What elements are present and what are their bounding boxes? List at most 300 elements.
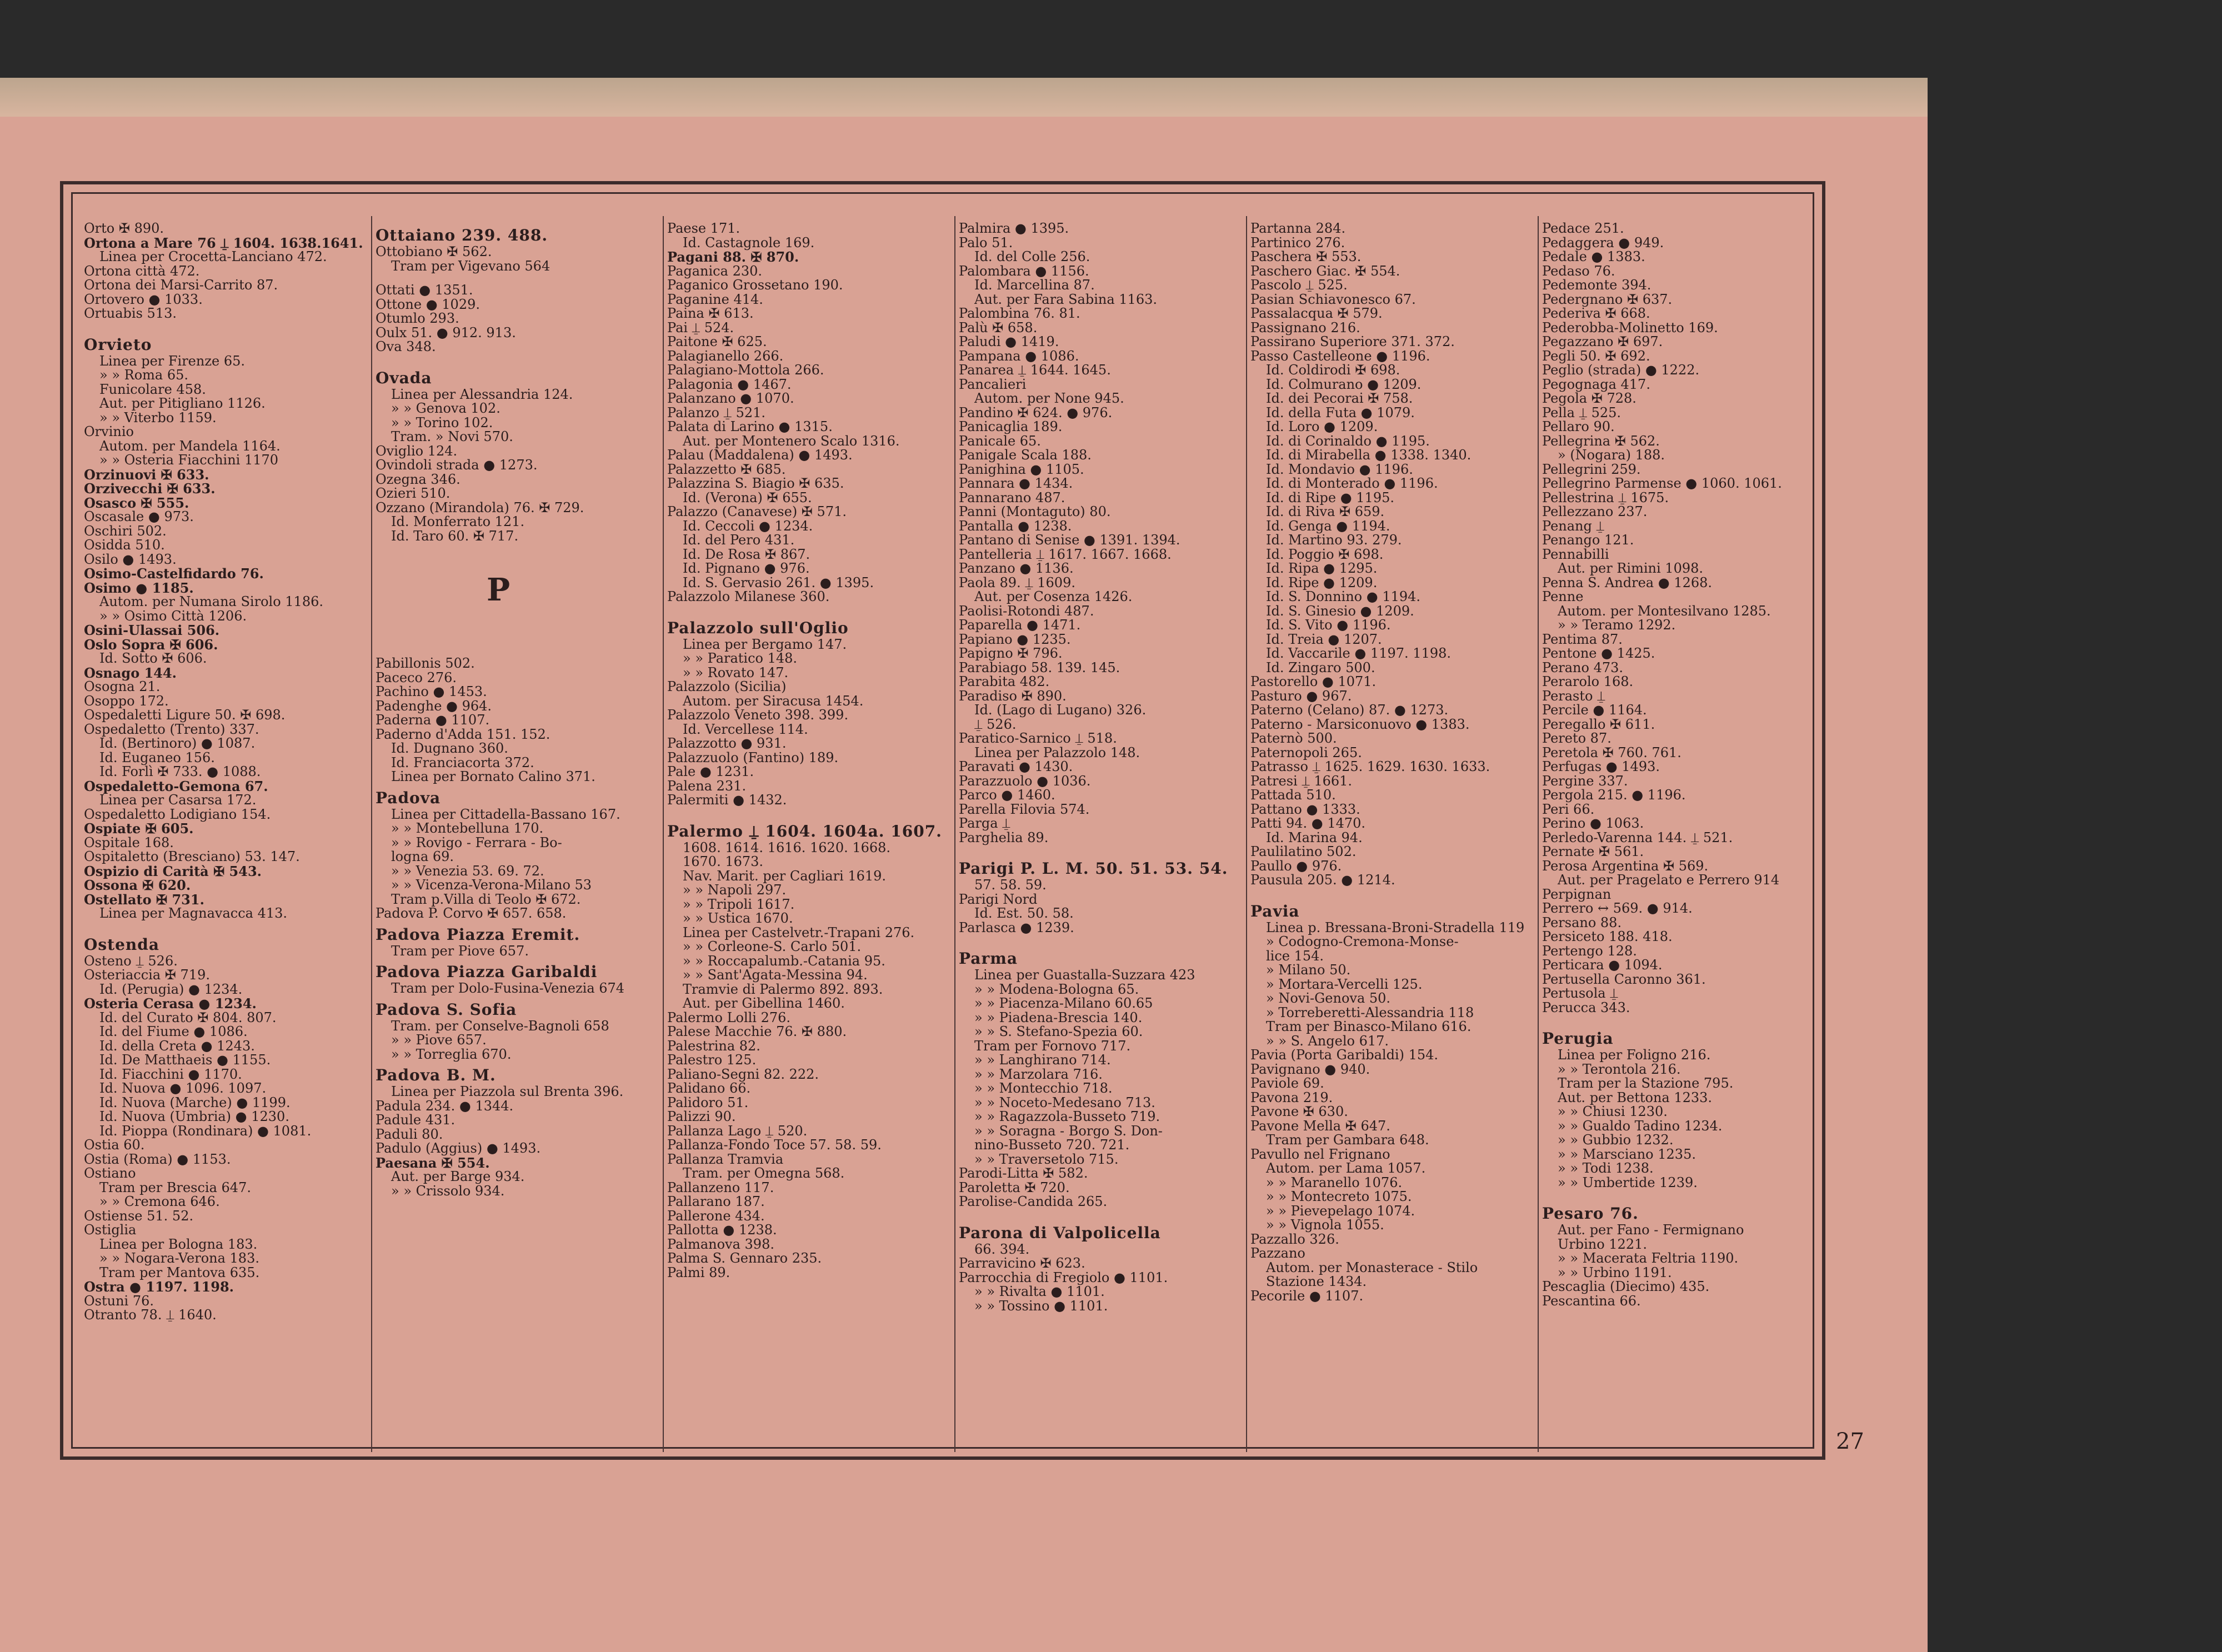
index-column-2 <box>376 222 656 1449</box>
index-entry: Ostiense 51. 52. <box>84 1208 194 1224</box>
index-entry: Linea per Bologna 183. <box>99 1236 258 1252</box>
index-entry: Id. De Matthaeis ● 1155. <box>99 1052 271 1068</box>
column-divider <box>663 216 664 1452</box>
index-entry: Linea per Magnavacca 413. <box>99 905 288 921</box>
index-entry: ⍊ 526. <box>974 716 1017 732</box>
index-entry: » » Gualdo Tadino 1234. <box>1558 1118 1723 1134</box>
index-heading: Palermo ⍊ 1604. 1604a. 1607. <box>667 822 942 840</box>
index-entry: Pellezzano 237. <box>1542 504 1648 519</box>
index-entry: Linea p. Bressana-Broni-Stradella 119 <box>1266 919 1525 935</box>
index-entry: Perfugas ● 1493. <box>1542 759 1660 774</box>
index-entry: Pentima 87. <box>1542 631 1623 647</box>
index-entry: Padulo (Aggius) ● 1493. <box>376 1140 541 1156</box>
index-entry: Nav. Marit. per Cagliari 1619. <box>683 868 887 884</box>
index-entry: Pergola 215. ● 1196. <box>1542 787 1686 803</box>
index-entry: Ostuni 76. <box>84 1293 154 1309</box>
index-entry: Paderno d'Adda 151. 152. <box>376 726 551 742</box>
index-entry: » » Piacenza-Milano 60.65 <box>974 995 1153 1011</box>
index-entry: Osimo-Castelfidardo 76. <box>84 565 264 582</box>
index-entry: Papigno ✠ 796. <box>959 645 1063 661</box>
index-entry: Pallanza Tramvia <box>667 1151 784 1167</box>
index-entry: Palizzi 90. <box>667 1109 736 1124</box>
index-entry: 57. 58. 59. <box>974 877 1047 893</box>
index-entry: Parco ● 1460. <box>959 787 1055 803</box>
index-entry: Perarolo 168. <box>1542 674 1634 689</box>
index-entry: Passignano 216. <box>1250 319 1360 336</box>
index-entry: Ospiate ✠ 605. <box>84 820 194 837</box>
index-entry: Padula 234. ● 1344. <box>376 1098 514 1114</box>
index-entry: Peglio (strada) ● 1222. <box>1542 362 1700 378</box>
index-entry: » » Terontola 216. <box>1558 1061 1681 1077</box>
index-entry: Paitone ✠ 625. <box>667 334 767 349</box>
index-entry: Tram p.Villa di Teolo ✠ 672. <box>391 891 581 907</box>
index-heading: Perugia <box>1542 1029 1614 1048</box>
index-entry: Paganica 230. <box>667 263 762 279</box>
index-entry: Pellegrino Parmense ● 1060. 1061. <box>1542 475 1782 491</box>
index-entry: Pegli 50. ✠ 692. <box>1542 348 1650 364</box>
index-entry: Pavona 219. <box>1250 1089 1333 1105</box>
index-entry: Id. (Bertinoro) ● 1087. <box>99 735 256 751</box>
index-entry: Parodi-Litta ✠ 582. <box>959 1165 1088 1181</box>
index-entry: Ospitaletto (Bresciano) 53. 147. <box>84 849 300 864</box>
index-entry: Osnago 144. <box>84 664 177 681</box>
index-entry: Paschero Giac. ✠ 554. <box>1250 263 1400 279</box>
index-heading: Parona di Valpolicella <box>959 1223 1161 1242</box>
index-entry: » » Sant'Agata-Messina 94. <box>683 967 868 983</box>
index-entry: Tram per Vigevano 564 <box>391 258 551 274</box>
index-entry: Aut. per Gibellina 1460. <box>683 995 845 1011</box>
index-entry: » » Teramo 1292. <box>1558 617 1676 633</box>
index-entry: Patresi ⍊ 1661. <box>1250 773 1353 789</box>
spacer <box>959 1209 1239 1219</box>
index-heading: Palazzolo sull'Oglio <box>667 618 849 637</box>
index-entry: Palanzo ⍊ 521. <box>667 404 766 420</box>
index-entry: Aut. per Cosenza 1426. <box>974 589 1133 604</box>
index-entry: Id. del Pero 431. <box>683 532 795 548</box>
index-entry: Id. Ripa ● 1295. <box>1266 560 1378 576</box>
index-entry: Pegognaga 417. <box>1542 376 1650 392</box>
index-entry: Aut. per Pragelato e Perrero 914 <box>1558 872 1780 888</box>
index-entry: Ozzano (Mirandola) 76. ✠ 729. <box>376 499 584 515</box>
index-entry: Parabita 482. <box>959 674 1050 689</box>
spacer <box>376 617 656 627</box>
index-entry: Padule 431. <box>376 1112 456 1128</box>
index-entry: Linea per Casarsa 172. <box>99 792 257 808</box>
index-entry: Peretola ✠ 760. 761. <box>1542 744 1681 760</box>
index-entry: Id. Vercellese 114. <box>683 721 808 737</box>
index-entry: Perucca 343. <box>1542 999 1630 1015</box>
index-entry: Paschera ✠ 553. <box>1250 249 1362 264</box>
index-entry: Linea per Crocetta-Lanciano 472. <box>99 249 327 264</box>
index-column-1 <box>84 222 364 1449</box>
index-entry: Patti 94. ● 1470. <box>1250 815 1366 831</box>
index-entry: » Novi-Genova 50. <box>1266 990 1391 1006</box>
index-entry: Palazzolo (Sicilia) <box>667 679 787 694</box>
index-entry: Pernate ✠ 561. <box>1542 844 1644 859</box>
index-entry: Autom. per Mandela 1164. <box>99 438 281 454</box>
index-entry: Patrasso ⍊ 1625. 1629. 1630. 1633. <box>1250 759 1490 774</box>
index-entry: » » Vignola 1055. <box>1266 1217 1384 1233</box>
index-entry: Linea per Palazzolo 148. <box>974 744 1140 760</box>
index-entry: Osogna 21. <box>84 679 161 694</box>
index-entry: Aut. per Pitigliano 1126. <box>99 396 266 411</box>
index-column-4 <box>959 222 1239 1449</box>
index-entry: Osimo ● 1185. <box>84 579 194 596</box>
column-divider <box>1538 216 1539 1452</box>
index-entry: » » Rovigo - Ferrara - Bo- <box>391 834 562 850</box>
index-entry: Parolise-Candida 265. <box>959 1194 1108 1209</box>
index-entry: Ottone ● 1029. <box>376 296 480 312</box>
index-entry: » » Modena-Bologna 65. <box>974 981 1139 997</box>
index-entry: Tram per Binasco-Milano 616. <box>1266 1019 1472 1034</box>
index-entry: Pallanza Lago ⍊ 520. <box>667 1123 808 1139</box>
index-entry: Oslo Sopra ✠ 606. <box>84 636 218 653</box>
index-entry: Palermo Lolli 276. <box>667 1009 791 1025</box>
index-entry: Palazzetto ✠ 685. <box>667 461 786 477</box>
index-entry: Id. Taro 60. ✠ 717. <box>391 528 519 544</box>
index-entry: Palmi 89. <box>667 1264 730 1280</box>
index-entry: Perticara ● 1094. <box>1542 957 1663 973</box>
spacer <box>1542 1015 1823 1025</box>
index-entry: Paterno - Marsiconuovo ● 1383. <box>1250 716 1470 732</box>
index-entry: Ozegna 346. <box>376 471 461 487</box>
index-entry: Paese 171. <box>667 222 740 236</box>
index-entry: Palanzano ● 1070. <box>667 391 794 406</box>
index-entry: Paravati ● 1430. <box>959 759 1073 774</box>
index-entry: Palazzina S. Biagio ✠ 635. <box>667 475 844 491</box>
index-entry: Pedemonte 394. <box>1542 277 1652 293</box>
index-entry: » » Napoli 297. <box>683 882 787 898</box>
index-entry: Id. Marcellina 87. <box>974 277 1095 293</box>
spacer <box>667 604 948 614</box>
index-entry: Paparella ● 1471. <box>959 617 1081 633</box>
index-entry: Autom. per Montesilvano 1285. <box>1558 603 1771 619</box>
column-divider <box>371 216 372 1452</box>
index-entry: Perosa Argentina ✠ 569. <box>1542 858 1709 874</box>
index-entry: Pampana ● 1086. <box>959 348 1079 364</box>
index-entry: Ostellato ✠ 731. <box>84 891 204 908</box>
index-entry: Ostia (Roma) ● 1153. <box>84 1151 231 1167</box>
index-entry: Id. della Creta ● 1243. <box>99 1038 255 1054</box>
index-entry: » Codogno-Cremona-Monse- <box>1266 934 1459 949</box>
index-entry: » Torreberetti-Alessandria 118 <box>1266 1004 1474 1020</box>
index-entry: Padova P. Corvo ✠ 657. 658. <box>376 905 567 921</box>
index-column-3 <box>667 222 948 1449</box>
index-entry: Tram per la Stazione 795. <box>1558 1075 1734 1091</box>
index-entry: Id. Euganeo 156. <box>99 749 215 765</box>
index-entry: Pazzano <box>1250 1245 1305 1261</box>
index-entry: Id. del Colle 256. <box>974 249 1090 264</box>
index-entry: Pellaro 90. <box>1542 419 1615 434</box>
index-heading: Pesaro 76. <box>1542 1204 1639 1223</box>
index-entry: Panzano ● 1136. <box>959 560 1074 576</box>
index-entry: Pachino ● 1453. <box>376 684 487 699</box>
index-entry: » » Marzolara 716. <box>974 1066 1103 1082</box>
index-entry: Tram per Brescia 647. <box>99 1179 251 1195</box>
index-entry: Penna S. Andrea ● 1268. <box>1542 574 1713 590</box>
index-entry: Id. di Mirabella ● 1338. 1340. <box>1266 447 1472 463</box>
index-entry: Persiceto 188. 418. <box>1542 929 1673 944</box>
index-entry: Id. Martino 93. 279. <box>1266 532 1402 548</box>
index-entry: Paludi ● 1419. <box>959 334 1059 349</box>
index-entry: Perrero ↔ 569. ● 914. <box>1542 900 1693 916</box>
index-entry: Palagianello 266. <box>667 348 784 364</box>
index-entry: Pedale ● 1383. <box>1542 249 1645 264</box>
index-entry: Pecorile ● 1107. <box>1250 1288 1364 1304</box>
index-entry: Pattada 510. <box>1250 787 1336 803</box>
index-entry: » » Pievepelago 1074. <box>1266 1203 1415 1219</box>
index-entry: Parga ⍊ <box>959 815 1010 831</box>
index-entry: Funicolare 458. <box>99 381 206 397</box>
index-entry: Partanna 284. <box>1250 222 1346 236</box>
spacer <box>959 845 1239 855</box>
index-entry: Ortuabis 513. <box>84 306 177 321</box>
index-entry: Id. dei Pecorai ✠ 758. <box>1266 391 1413 406</box>
spacer <box>959 935 1239 945</box>
index-entry: » » Montebelluna 170. <box>391 820 544 836</box>
index-entry: Pallarano 187. <box>667 1194 765 1209</box>
index-entry: Pai ⍊ 524. <box>667 319 734 336</box>
index-entry: Pescantina 66. <box>1542 1293 1641 1309</box>
index-entry: Ostiglia <box>84 1222 137 1238</box>
index-entry: Pallanzeno 117. <box>667 1179 774 1195</box>
index-entry: » » Langhirano 714. <box>974 1052 1111 1068</box>
index-entry: Id. (Perugia) ● 1234. <box>99 981 243 997</box>
index-entry: Pertengo 128. <box>1542 943 1637 959</box>
index-entry: Id. di Ripe ● 1195. <box>1266 489 1394 505</box>
index-entry: Ospedaletti Ligure 50. ✠ 698. <box>84 707 286 723</box>
spacer <box>376 637 656 647</box>
index-entry: Paratico-Sarnico ⍊ 518. <box>959 730 1117 746</box>
index-entry: Id. S. Vito ● 1196. <box>1266 617 1391 633</box>
index-heading: Padova B. M. <box>376 1066 496 1084</box>
index-entry: Parghelia 89. <box>959 829 1049 845</box>
index-entry: Pallotta ● 1238. <box>667 1222 777 1238</box>
index-column-6 <box>1542 222 1823 1449</box>
index-entry: Pandino ✠ 624. ● 976. <box>959 404 1113 420</box>
index-entry: Paullo ● 976. <box>1250 858 1342 874</box>
index-entry: Pellegrina ✠ 562. <box>1542 433 1660 449</box>
index-entry: Id. di Riva ✠ 659. <box>1266 504 1385 519</box>
index-entry: Ospizio di Carità ✠ 543. <box>84 863 262 879</box>
index-heading: Padova Piazza Eremit. <box>376 925 580 944</box>
index-entry: » » Torino 102. <box>391 414 493 430</box>
index-entry: » » Umbertide 1239. <box>1558 1174 1698 1190</box>
index-entry: » » Cremona 646. <box>99 1194 220 1209</box>
index-entry: Orto ✠ 890. <box>84 222 164 236</box>
index-entry: Id. del Curato ✠ 804. 807. <box>99 1009 277 1025</box>
index-entry: Pantano di Senise ● 1391. 1394. <box>959 532 1180 548</box>
index-entry: Pertusola ⍊ <box>1542 985 1618 1001</box>
index-heading: Ottaiano 239. 488. <box>376 226 548 244</box>
index-entry: Id. Nuova (Umbria) ● 1230. <box>99 1109 289 1124</box>
index-entry: » » Tripoli 1617. <box>683 896 795 912</box>
index-entry: » » S. Angelo 617. <box>1266 1033 1389 1049</box>
column-divider <box>954 216 955 1452</box>
index-entry: Pedergnano ✠ 637. <box>1542 291 1673 307</box>
index-entry: Pattano ● 1333. <box>1250 801 1360 817</box>
index-entry: Ospitale 168. <box>84 834 174 850</box>
index-entry: Linea per Bergamo 147. <box>683 636 847 652</box>
index-entry: Autom. per Siracusa 1454. <box>683 693 864 709</box>
index-entry: Ozieri 510. <box>376 485 451 501</box>
index-entry: » » Vicenza-Verona-Milano 53 <box>391 877 592 893</box>
index-entry: Palazzo (Canavese) ✠ 571. <box>667 504 847 519</box>
index-entry: Penne <box>1542 589 1584 604</box>
index-entry: Pausula 205. ● 1214. <box>1250 872 1395 888</box>
index-entry: Pannarano 487. <box>959 489 1065 505</box>
index-entry: Linea per Castelvetr.-Trapani 276. <box>683 924 915 940</box>
index-entry: Pannara ● 1434. <box>959 475 1073 491</box>
index-entry: Pavone ✠ 630. <box>1250 1104 1348 1119</box>
index-entry: » » Ustica 1670. <box>683 910 793 926</box>
index-entry: » » Genova 102. <box>391 401 501 416</box>
index-entry: Pagani 88. ✠ 870. <box>667 249 799 265</box>
index-entry: Otumlo 293. <box>376 311 459 326</box>
index-heading: Ovada <box>376 368 432 387</box>
index-entry: Palma S. Gennaro 235. <box>667 1250 822 1266</box>
index-entry: Perasto ⍊ <box>1542 688 1605 704</box>
index-entry: Id. Coldirodi ✠ 698. <box>1266 362 1400 378</box>
index-entry: Pergine 337. <box>1542 773 1628 789</box>
index-entry: Id. Mondavio ● 1196. <box>1266 461 1413 477</box>
index-entry: » » Urbino 1191. <box>1558 1264 1672 1280</box>
index-entry: Pabillonis 502. <box>376 655 475 671</box>
index-entry: Pantelleria ⍊ 1617. 1667. 1668. <box>959 546 1172 562</box>
index-entry: Palazzolo Veneto 398. 399. <box>667 707 849 723</box>
index-entry: Panicale 65. <box>959 433 1041 449</box>
index-entry: Id. Ripe ● 1209. <box>1266 574 1378 590</box>
index-entry: Pederiva ✠ 668. <box>1542 306 1650 321</box>
index-entry: Paesana ✠ 554. <box>376 1154 490 1171</box>
index-entry: Pegola ✠ 728. <box>1542 391 1637 406</box>
index-entry: Partinico 276. <box>1250 234 1345 251</box>
index-heading: Padova Piazza Garibaldi <box>376 963 598 981</box>
index-entry: Id. di Monterado ● 1196. <box>1266 475 1438 491</box>
index-entry: Passirano Superiore 371. 372. <box>1250 334 1455 349</box>
index-entry: Id. Est. 50. 58. <box>974 905 1074 921</box>
index-entry: Id. Nuova ● 1096. 1097. <box>99 1080 267 1096</box>
index-entry: Id. (Verona) ✠ 655. <box>683 489 812 505</box>
index-entry: Autom. per None 945. <box>974 391 1124 406</box>
index-entry: Id. Zingaro 500. <box>1266 659 1375 675</box>
index-entry: Linea per Firenze 65. <box>99 353 245 369</box>
index-entry: Parazzuolo ● 1036. <box>959 773 1091 789</box>
index-entry: Ovindoli strada ● 1273. <box>376 457 538 473</box>
index-entry: Palmira ● 1395. <box>959 222 1069 236</box>
index-entry: » » Venezia 53. 69. 72. <box>391 863 544 879</box>
index-entry: logna 69. <box>391 849 454 864</box>
index-entry: Stazione 1434. <box>1266 1274 1367 1289</box>
index-entry: Otranto 78. ⍊ 1640. <box>84 1307 217 1323</box>
index-entry: Paternò 500. <box>1250 730 1337 746</box>
index-entry: Linea per Bornato Calino 371. <box>391 769 595 784</box>
index-entry: Tram. per Conselve-Bagnoli 658 <box>391 1018 609 1034</box>
index-frame-inner <box>71 192 1814 1449</box>
index-entry: Id. Genga ● 1194. <box>1266 518 1390 534</box>
index-entry: 66. 394. <box>974 1241 1030 1257</box>
index-entry: Pantalla ● 1238. <box>959 518 1072 534</box>
index-entry: Orzivecchi ✠ 633. <box>84 480 216 497</box>
index-entry: » » Tossino ● 1101. <box>974 1298 1108 1314</box>
index-entry: Paderna ● 1107. <box>376 712 490 728</box>
index-entry: 1608. 1614. 1616. 1620. 1668. <box>683 839 891 855</box>
index-entry: Pasian Schiavonesco 67. <box>1250 291 1416 307</box>
index-entry: Paradiso ✠ 890. <box>959 688 1067 704</box>
index-entry: Parella Filovia 574. <box>959 801 1090 817</box>
index-entry: Id. di Corinaldo ● 1195. <box>1266 433 1430 449</box>
index-entry: » » Todi 1238. <box>1558 1160 1654 1176</box>
index-entry: Pale ● 1231. <box>667 764 754 779</box>
index-entry: Pastorello ● 1071. <box>1250 674 1377 689</box>
index-entry: » » Traversetolo 715. <box>974 1151 1119 1167</box>
index-entry: Paolisi-Rotondi 487. <box>959 603 1094 619</box>
index-entry: » » Piadena-Brescia 140. <box>974 1009 1143 1025</box>
index-entry: Id. Marina 94. <box>1266 829 1363 845</box>
column-divider <box>1246 216 1247 1452</box>
index-entry: Parigi Nord <box>959 891 1038 907</box>
index-entry: Oviglio 124. <box>376 443 458 459</box>
index-entry: Id. De Rosa ✠ 867. <box>683 546 810 562</box>
index-entry: Tram per Gambara 648. <box>1266 1132 1429 1148</box>
index-entry: » » Chiusi 1230. <box>1558 1104 1668 1119</box>
index-entry: » » Osimo Città 1206. <box>99 608 247 624</box>
index-entry: Pazzallo 326. <box>1250 1231 1339 1247</box>
index-entry: Id. Sotto ✠ 606. <box>99 650 207 666</box>
index-entry: Penango 121. <box>1542 532 1634 548</box>
index-entry: Orvinio <box>84 424 134 439</box>
index-entry: » » Gubbio 1232. <box>1558 1132 1674 1148</box>
index-entry: Panni (Montaguto) 80. <box>959 504 1111 519</box>
index-entry: Tram per Piove 657. <box>391 943 529 959</box>
index-entry: Aut. per Fano - Fermignano <box>1558 1222 1744 1238</box>
spacer <box>667 808 948 818</box>
index-entry: Aut. per Bettona 1233. <box>1558 1089 1713 1105</box>
index-entry: » » Soragna - Borgo S. Don- <box>974 1123 1163 1139</box>
index-entry: Ostra ● 1197. 1198. <box>84 1279 234 1295</box>
index-entry: Parabiago 58. 139. 145. <box>959 659 1120 675</box>
index-entry: Ortona dei Marsi-Carrito 87. <box>84 277 278 293</box>
page-top-edge <box>0 78 1928 117</box>
index-entry: Pasturo ● 967. <box>1250 688 1352 704</box>
spacer <box>84 921 364 931</box>
index-entry: Oulx 51. ● 912. 913. <box>376 324 516 341</box>
index-entry: Pedace 251. <box>1542 222 1624 236</box>
index-entry: Osoppo 172. <box>84 693 169 709</box>
index-entry: Id. S. Gervasio 261. ● 1395. <box>683 574 874 590</box>
index-entry: Paterno (Celano) 87. ● 1273. <box>1250 702 1449 718</box>
index-entry: lice 154. <box>1266 948 1324 964</box>
index-entry: Id. Castagnole 169. <box>683 234 815 251</box>
index-heading: Parma <box>959 949 1018 968</box>
spacer <box>376 543 656 553</box>
index-entry: Id. della Futa ● 1079. <box>1266 404 1415 420</box>
index-heading: Orvieto <box>84 335 152 354</box>
index-entry: Id. Franciacorta 372. <box>391 754 534 770</box>
index-entry: Ossona ✠ 620. <box>84 877 191 893</box>
index-entry: Ospedaletto (Trento) 337. <box>84 721 259 737</box>
index-entry: » » Montecchio 718. <box>974 1080 1113 1096</box>
index-entry: Id. S. Donnino ● 1194. <box>1266 589 1421 604</box>
index-entry: Linea per Foligno 216. <box>1558 1047 1711 1063</box>
index-entry: Paola 89. ⍊ 1609. <box>959 574 1075 590</box>
index-entry: Id. Ceccoli ● 1234. <box>683 518 813 534</box>
index-entry: » » Ragazzola-Busseto 719. <box>974 1109 1160 1124</box>
index-entry: Palidoro 51. <box>667 1094 749 1110</box>
index-entry: Palermiti ● 1432. <box>667 792 787 808</box>
index-entry: Ortona a Mare 76 ⍊ 1604. 1638.1641. <box>84 234 363 251</box>
index-entry: Perano 473. <box>1542 659 1624 675</box>
